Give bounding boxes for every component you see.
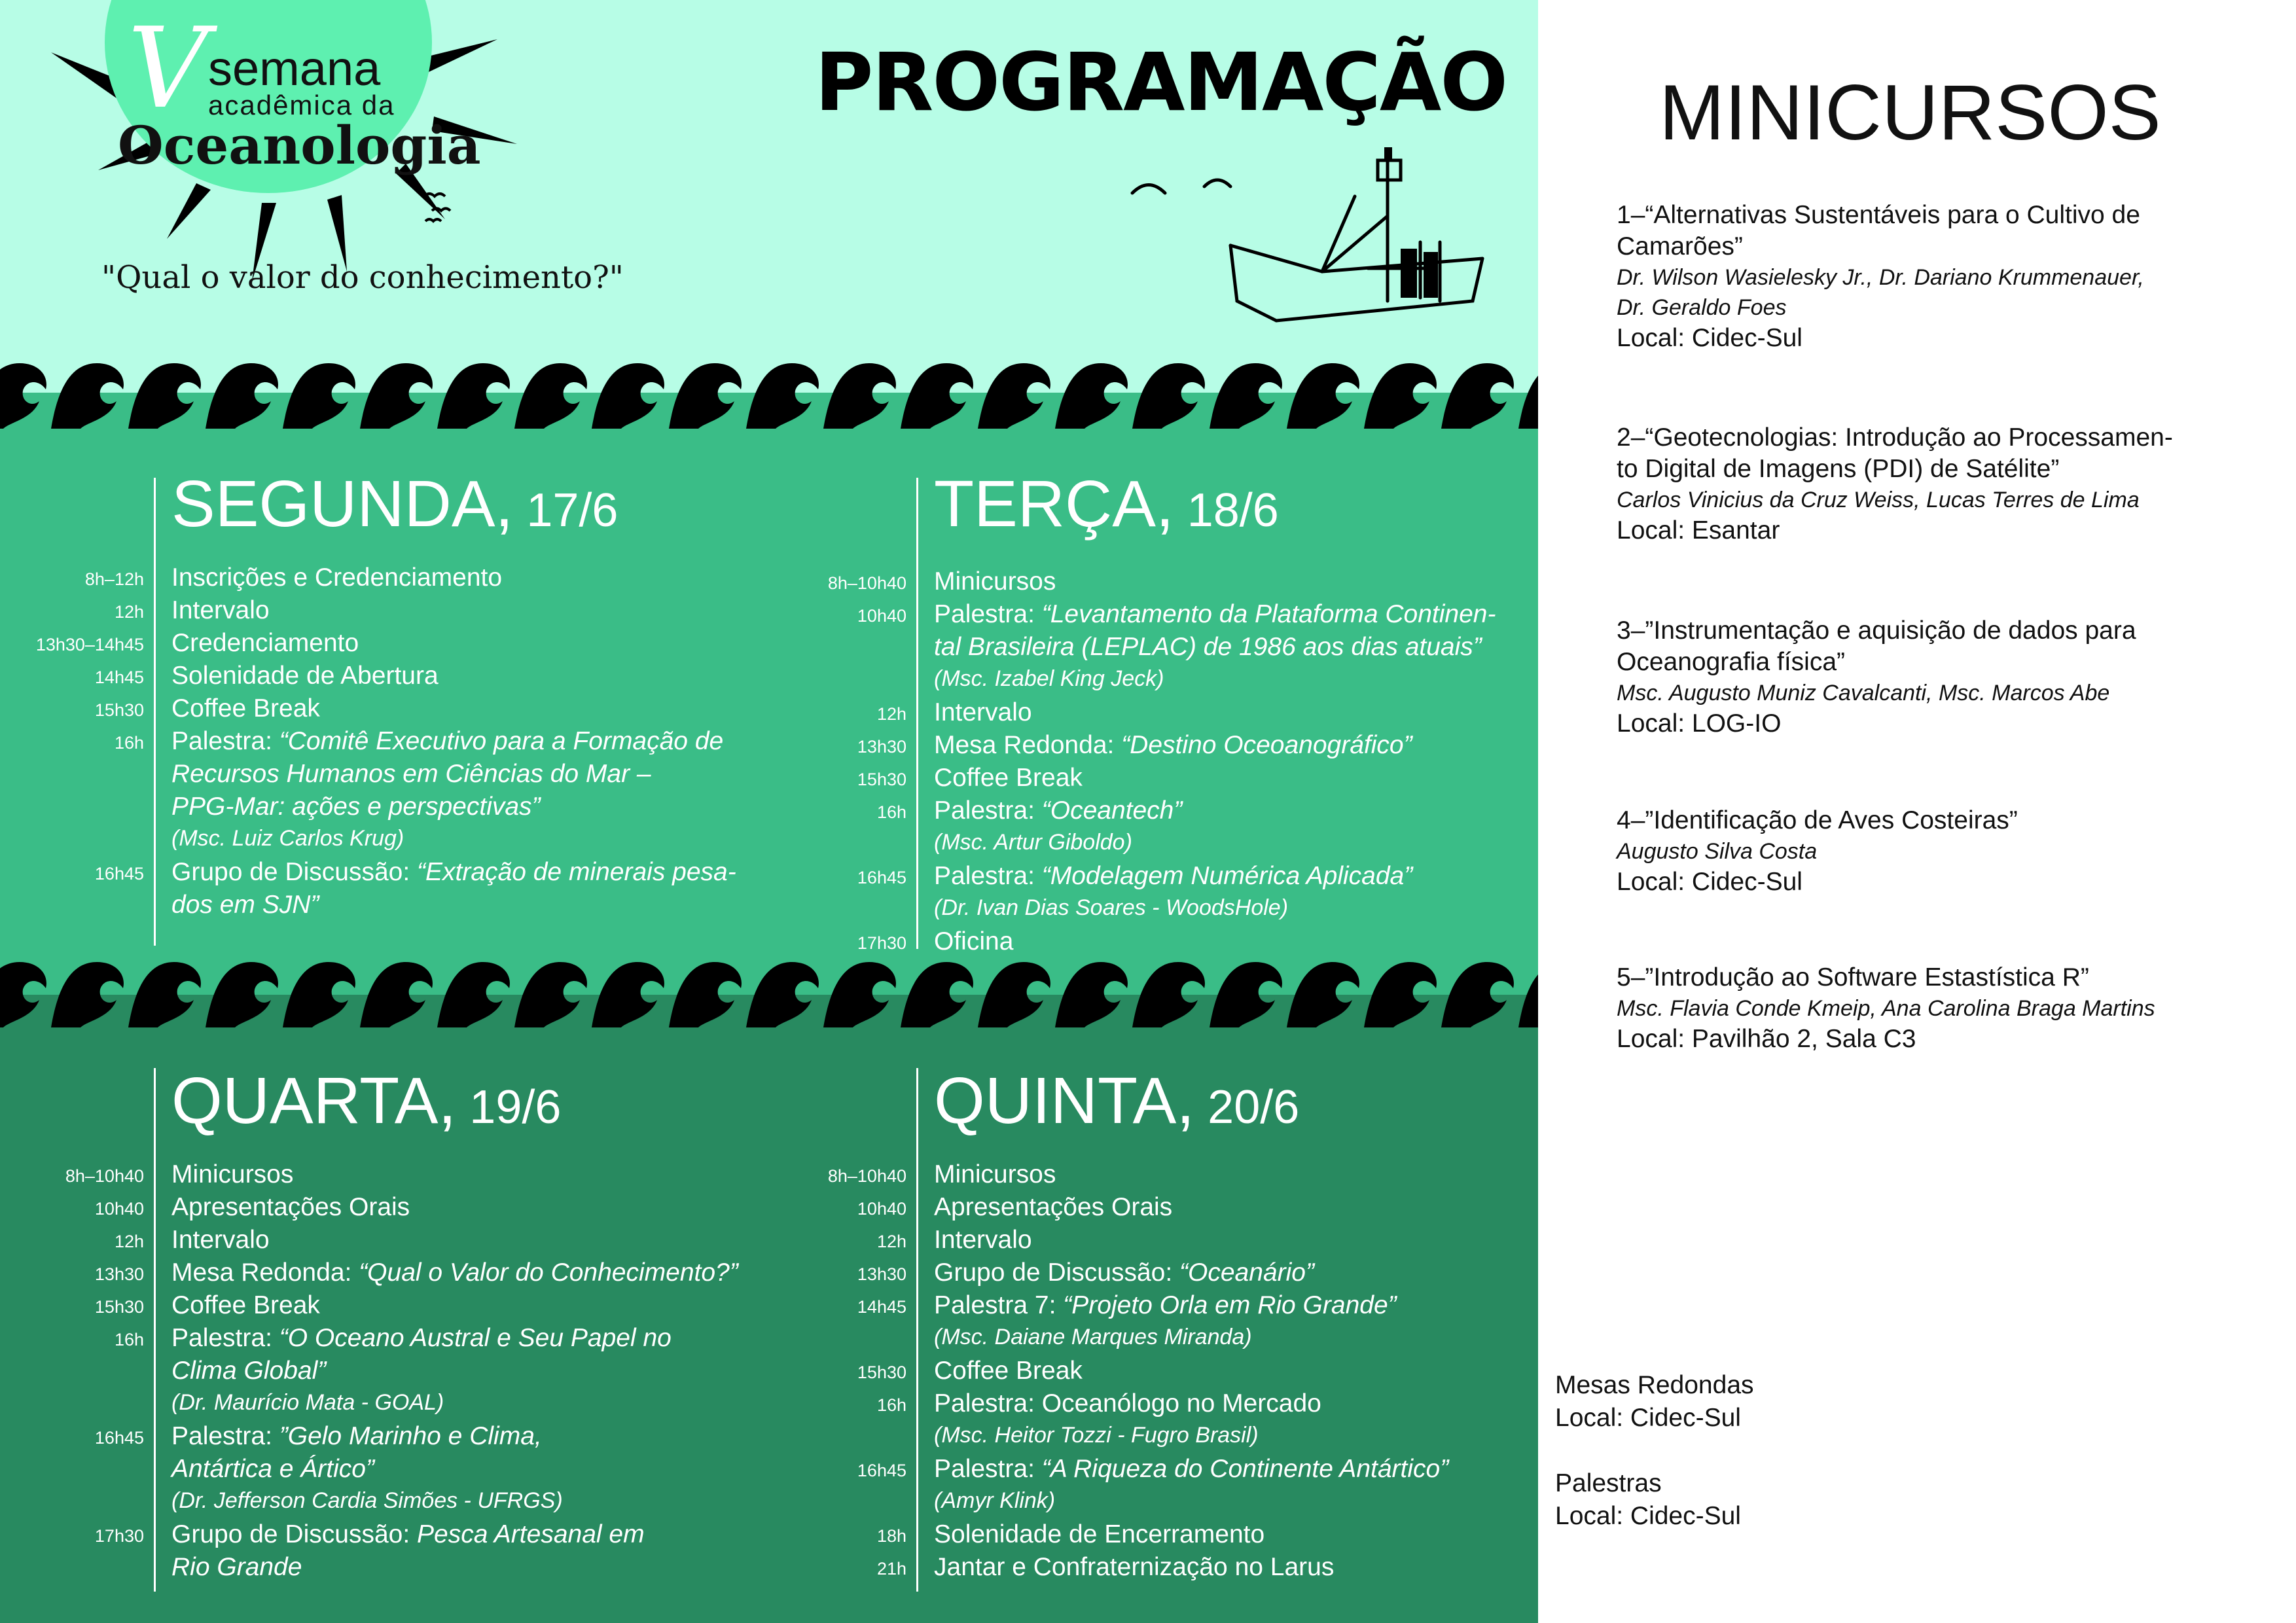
minicurso-instructors: Augusto Silva Costa [1617,839,1818,864]
schedule-event [934,925,1523,958]
event-type: Palestra: [934,1455,1042,1483]
wave-icon [1132,962,1205,1027]
schedule-event [934,1257,1523,1289]
schedule-time: 21h [876,1559,906,1578]
wave-icon [128,962,201,1027]
schedule-time: 18h [876,1526,906,1546]
day-name: SEGUNDA, [171,467,514,541]
day-date: 18/6 [1174,484,1279,537]
event-speaker: (Msc. Luiz Carlos Krug) [171,826,404,851]
wave-icon [1055,962,1128,1027]
event-title: Pesca Artesanal em Rio Grande [171,1520,645,1581]
wave-icon [1055,363,1128,429]
schedule-time: 13h30 [94,1264,144,1284]
day-heading [171,467,619,541]
day-date: 20/6 [1194,1081,1300,1133]
schedule-time: 17h30 [857,933,906,953]
event-type: Mesa Redonda: [171,1258,359,1287]
wave-icon [283,962,355,1027]
day-name: QUARTA, [171,1064,457,1137]
wave-icon [669,962,742,1027]
event-text: Intervalo [171,1226,270,1254]
wave-icon [1518,363,1538,429]
event-speaker: (Dr. Maurício Mata - GOAL) [171,1390,444,1415]
schedule-event [171,594,761,627]
day-divider [916,1068,918,1592]
wave-border-middle [0,949,1538,1041]
day-divider [916,478,918,949]
event-title: “Oceanário” [1179,1258,1314,1287]
schedule-event [934,598,1523,664]
wave-icon [823,363,896,429]
day-heading [171,1064,562,1137]
minicurso-local: Local: Pavilhão 2, Sala C3 [1617,1025,1916,1053]
schedule-event [934,1453,1523,1486]
minicurso-instructors: Dr. Wilson Wasielesky Jr., Dr. Dariano Krummenauer, Dr. Geraldo Foes [1617,265,2144,320]
schedule-event [171,1289,761,1322]
wave-icon [1287,363,1359,429]
minicurso-local: Local: Esantar [1617,516,1780,544]
schedule-event [171,1191,761,1224]
schedule-event [934,696,1523,729]
wave-icon [51,363,124,429]
event-title: “Modelagem Numérica Aplicada” [1041,862,1413,890]
event-text: Coffee Break [934,764,1083,792]
schedule-event [934,1518,1523,1551]
event-text: Apresentações Orais [934,1193,1173,1221]
wave-icon [0,363,46,429]
event-title: “Levantamento da Plataforma Continen- tal Brasileira (LEPLAC) de 1986 aos dias atuais” [934,600,1496,661]
schedule-time: 14h45 [857,1297,906,1317]
schedule-event [171,1322,761,1387]
schedule-time: 16h [114,733,144,753]
schedule-event [934,1387,1523,1420]
venue-label: Palestras [1555,1469,1662,1497]
schedule-event [171,856,761,921]
event-speaker: (Amyr Klink) [934,1488,1056,1513]
schedule-event [171,1518,761,1584]
schedule-event [171,725,761,823]
minicurso-title: 4–”Identificação de Aves Costeiras” [1617,806,2018,834]
schedule-event [934,1355,1523,1387]
wave-icon [1210,363,1282,429]
event-speaker: (Dr. Jefferson Cardia Simões - UFRGS) [171,1488,563,1513]
wave-icon [1441,962,1514,1027]
schedule-time: 15h30 [857,1363,906,1382]
schedule-event [934,565,1523,598]
event-title: “Extração de minerais pesa- dos em SJN” [171,858,736,919]
wave-icon [437,962,510,1027]
event-type: Palestra: [171,1422,279,1450]
schedule-event [934,794,1523,827]
venue-local: Local: Cidec-Sul [1555,1502,1741,1530]
schedule-event [171,627,761,660]
event-speaker: (Dr. Ivan Dias Soares - WoodsHole) [934,895,1289,920]
event-text: Oficina [934,927,1014,955]
venue-palestras [1555,1467,1741,1533]
minicurso-title: 3–”Instrumentação e aquisição de dados para Oceanografia física” [1617,616,2136,676]
schedule-event [934,1551,1523,1584]
schedule-time: 16h45 [857,1461,906,1480]
schedule-time: 16h45 [857,868,906,887]
schedule-event [171,562,761,594]
day-heading [934,1064,1300,1137]
event-type: Grupo de Discussão: [934,1258,1180,1287]
event-title: “A Riqueza do Continente Antártico” [1041,1455,1449,1483]
event-text: Solenidade de Abertura [171,662,439,690]
wave-icon [746,363,819,429]
page-title: PROGRAMAÇÃO [815,36,1507,129]
schedule-time: 8h–10h40 [827,573,906,593]
logo-semana: semana [208,41,381,96]
logo-academica: acadêmica da [208,90,395,120]
schedule-time: 10h40 [857,1199,906,1219]
minicurso-local: Local: LOG-IO [1617,709,1782,738]
day-date: 17/6 [513,484,619,537]
event-type: Grupo de Discussão: [171,858,418,886]
event-text: Intervalo [934,1226,1032,1254]
wave-icon [1364,363,1437,429]
schedule-time: 16h45 [94,864,144,883]
minicurso-item [1617,962,2278,1055]
wave-icon [823,962,896,1027]
event-text: Credenciamento [171,629,359,657]
event-text: Palestra: Oceanólogo no Mercado [934,1389,1321,1418]
event-text: Coffee Break [171,694,320,722]
wave-icon [1441,363,1514,429]
minicurso-local: Local: Cidec-Sul [1617,324,1803,352]
event-type: Palestra: [934,796,1042,825]
logo-oceanologia: Oceanologia [118,115,481,176]
wave-icon [901,962,973,1027]
event-title: “Oceantech” [1041,796,1183,825]
wave-icon [360,363,433,429]
logo-tagline: "Qual o valor do conhecimento?" [101,259,624,296]
event-title: “Projeto Orla em Rio Grande” [1063,1291,1397,1319]
schedule-event [934,729,1523,762]
wave-icon [1518,962,1538,1027]
wave-icon [901,363,973,429]
schedule-time: 15h30 [94,1297,144,1317]
event-type: Palestra: [934,862,1042,890]
event-type: Palestra: [934,600,1042,628]
minicurso-item [1617,615,2278,740]
event-title: “Destino Oceoanográfico” [1121,731,1412,759]
schedule-time: 12h [114,602,144,622]
event-text: Inscrições e Credenciamento [171,563,503,592]
schedule-time: 8h–10h40 [827,1166,906,1186]
event-title: “O Oceano Austral e Seu Papel no Clima Global” [171,1324,672,1385]
event-type: Palestra: [171,1324,279,1352]
schedule-time: 12h [876,704,906,724]
minicurso-item [1617,805,2278,898]
schedule-event [934,1158,1523,1191]
schedule-time: 8h–12h [84,569,144,589]
schedule-event [934,1289,1523,1322]
event-title: ”Gelo Marinho e Clima, Antártica e Ártico” [171,1422,542,1483]
schedule-time: 10h40 [857,606,906,626]
minicurso-item [1617,200,2278,354]
schedule-event [171,660,761,692]
wave-icon [0,962,46,1027]
event-text: Solenidade de Encerramento [934,1520,1265,1548]
wave-icon [978,962,1050,1027]
schedule-time: 8h–10h40 [65,1166,144,1186]
wave-icon [592,363,664,429]
day-divider [154,478,156,946]
schedule-time: 15h30 [857,770,906,789]
schedule-event [934,1191,1523,1224]
wave-icon [437,363,510,429]
event-type: Grupo de Discussão: [171,1520,418,1548]
wave-icon [514,962,587,1027]
event-text: Intervalo [171,596,270,624]
schedule-time: 14h45 [94,668,144,687]
schedule-time: 12h [114,1232,144,1251]
wave-icon [1132,363,1205,429]
wave-icon [1210,962,1282,1027]
wave-icon [283,363,355,429]
minicurso-title: 2–“Geotecnologias: Introdução ao Processamen- to Digital de Imagens (PDI) de Satélite” [1617,423,2173,483]
wave-icon [746,962,819,1027]
schedule-time: 12h [876,1232,906,1251]
event-speaker: (Msc. Heitor Tozzi - Fugro Brasil) [934,1423,1259,1448]
wave-icon [128,363,201,429]
schedule-time: 17h30 [94,1526,144,1546]
event-text: Jantar e Confraternização no Larus [934,1553,1335,1581]
schedule-time: 13h30 [857,1264,906,1284]
day-heading [934,467,1279,541]
schedule-event [171,1257,761,1289]
event-text: Apresentações Orais [171,1193,410,1221]
wave-icon [669,363,742,429]
event-text: Minicursos [934,567,1056,596]
wave-icon [1287,962,1359,1027]
schedule-time: 10h40 [94,1199,144,1219]
event-text: Coffee Break [171,1291,320,1319]
minicurso-instructors: Msc. Flavia Conde Kmeip, Ana Carolina Braga Martins [1617,996,2155,1021]
schedule-event [171,1158,761,1191]
schedule-time: 15h30 [94,700,144,720]
day-date: 19/6 [456,1081,562,1133]
wave-icon [360,962,433,1027]
event-speaker: (Msc. Izabel King Jeck) [934,666,1164,691]
schedule-event [171,1224,761,1257]
minicurso-item [1617,422,2278,546]
schedule-time: 16h45 [94,1428,144,1448]
event-speaker: (Msc. Artur Giboldo) [934,830,1132,855]
logo-numeral: V [128,4,208,134]
venue-label: Mesas Redondas [1555,1371,1754,1399]
event-text: Minicursos [934,1160,1056,1188]
venue-local: Local: Cidec-Sul [1555,1404,1741,1432]
schedule-time: 13h30 [857,737,906,757]
wave-icon [592,962,664,1027]
wave-icon [978,363,1050,429]
minicurso-title: 1–“Alternativas Sustentáveis para o Cultivo de Camarões” [1617,201,2140,260]
event-speaker: (Msc. Daiane Marques Miranda) [934,1325,1252,1349]
schedule-event [171,692,761,725]
event-text: Coffee Break [934,1357,1083,1385]
event-title: “Qual o Valor do Conhecimento?” [359,1258,738,1287]
schedule-event [171,1420,761,1486]
wave-icon [1364,962,1437,1027]
schedule-time: 13h30–14h45 [35,635,144,654]
minicurso-instructors: Carlos Vinicius da Cruz Weiss, Lucas Terres de Lima [1617,488,2140,512]
schedule-event [934,860,1523,893]
wave-icon [206,363,278,429]
wave-icon [514,363,587,429]
schedule-time: 16h [876,1395,906,1415]
event-text: Intervalo [934,698,1032,726]
day-name: TERÇA, [934,467,1174,541]
event-type: Palestra: [171,727,279,755]
event-type: Mesa Redonda: [934,731,1122,759]
day-name: QUINTA, [934,1064,1195,1137]
event-title: “Comitê Executivo para a Formação de Recursos Humanos em Ciências do Mar – PPG-Mar: ações e perspectivas” [171,727,724,821]
schedule-event [934,762,1523,794]
schedule-time: 16h [876,802,906,822]
minicursos-title: MINICURSOS [1659,69,2161,156]
wave-icon [51,962,124,1027]
minicurso-title: 5–”Introdução ao Software Estastística R” [1617,963,2089,991]
event-type: Palestra 7: [934,1291,1064,1319]
minicurso-instructors: Msc. Augusto Muniz Cavalcanti, Msc. Marcos Abe [1617,681,2110,705]
minicurso-local: Local: Cidec-Sul [1617,868,1803,896]
boat-icon [1126,144,1505,366]
venue-mesas-redondas [1555,1369,1754,1435]
schedule-event [934,1224,1523,1257]
wave-icon [206,962,278,1027]
event-text: Minicursos [171,1160,294,1188]
schedule-time: 16h [114,1330,144,1349]
day-divider [154,1068,156,1592]
